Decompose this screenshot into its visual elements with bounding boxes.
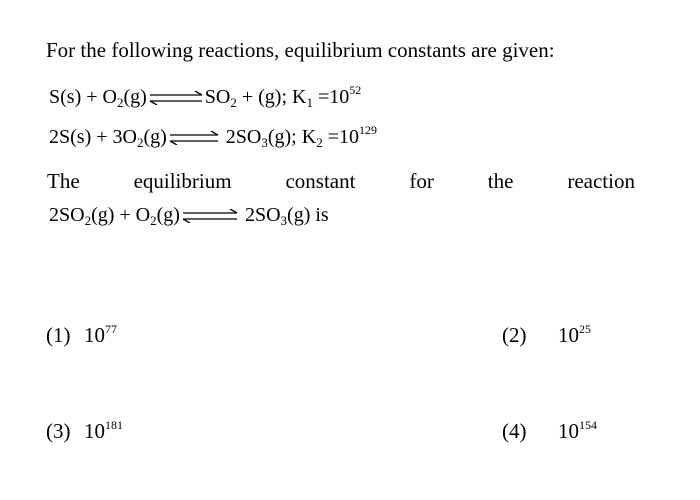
reaction-1-products: $SO_2 + (g)$; $K_1 =10^{52}$: [204, 83, 362, 110]
stem-word: equilibrium: [133, 169, 232, 193]
equilibrium-arrow-icon: [169, 131, 219, 145]
stem-word: constant: [285, 169, 356, 193]
stem-word: the: [487, 169, 514, 193]
reaction-1-reactants: $S(s) + O_2(g)$: [49, 86, 147, 110]
stem-word: reaction: [567, 169, 635, 193]
equilibrium-arrow-icon: [149, 91, 203, 105]
reaction-1: [49, 83, 362, 110]
question-intro: For the following reactions, equilibrium constants are given:: [46, 38, 555, 62]
equilibrium-arrow-icon: [182, 209, 238, 223]
reaction-2: [49, 123, 377, 150]
reaction-2-products: $2SO_3(g)$; $K_2 =10^{129}$: [220, 123, 377, 150]
question-stem: [47, 169, 635, 194]
target-reactants: $2SO_2(g) + O_2(g)$: [49, 204, 180, 228]
option-number: (3): [46, 419, 71, 443]
target-reaction: [49, 204, 329, 227]
stem-word: The: [47, 169, 80, 193]
stem-word: for: [409, 169, 434, 193]
option-value: $10^{181}$: [84, 418, 123, 443]
option-value: $10^{25}$: [558, 322, 591, 347]
option-number: (1): [46, 323, 71, 347]
option-number: (2): [502, 323, 527, 347]
option-number: (4): [502, 419, 527, 443]
reaction-2-reactants: $2S(s) + 3O_2(g)$: [49, 126, 167, 150]
option-2[interactable]: [502, 323, 591, 348]
option-value: $10^{154}$: [558, 418, 597, 443]
option-4[interactable]: [502, 419, 597, 444]
option-1[interactable]: [46, 323, 117, 348]
option-3[interactable]: [46, 419, 123, 444]
option-value: $10^{77}$: [84, 322, 117, 347]
target-products: $2SO_3(g)$ is: [239, 204, 329, 228]
